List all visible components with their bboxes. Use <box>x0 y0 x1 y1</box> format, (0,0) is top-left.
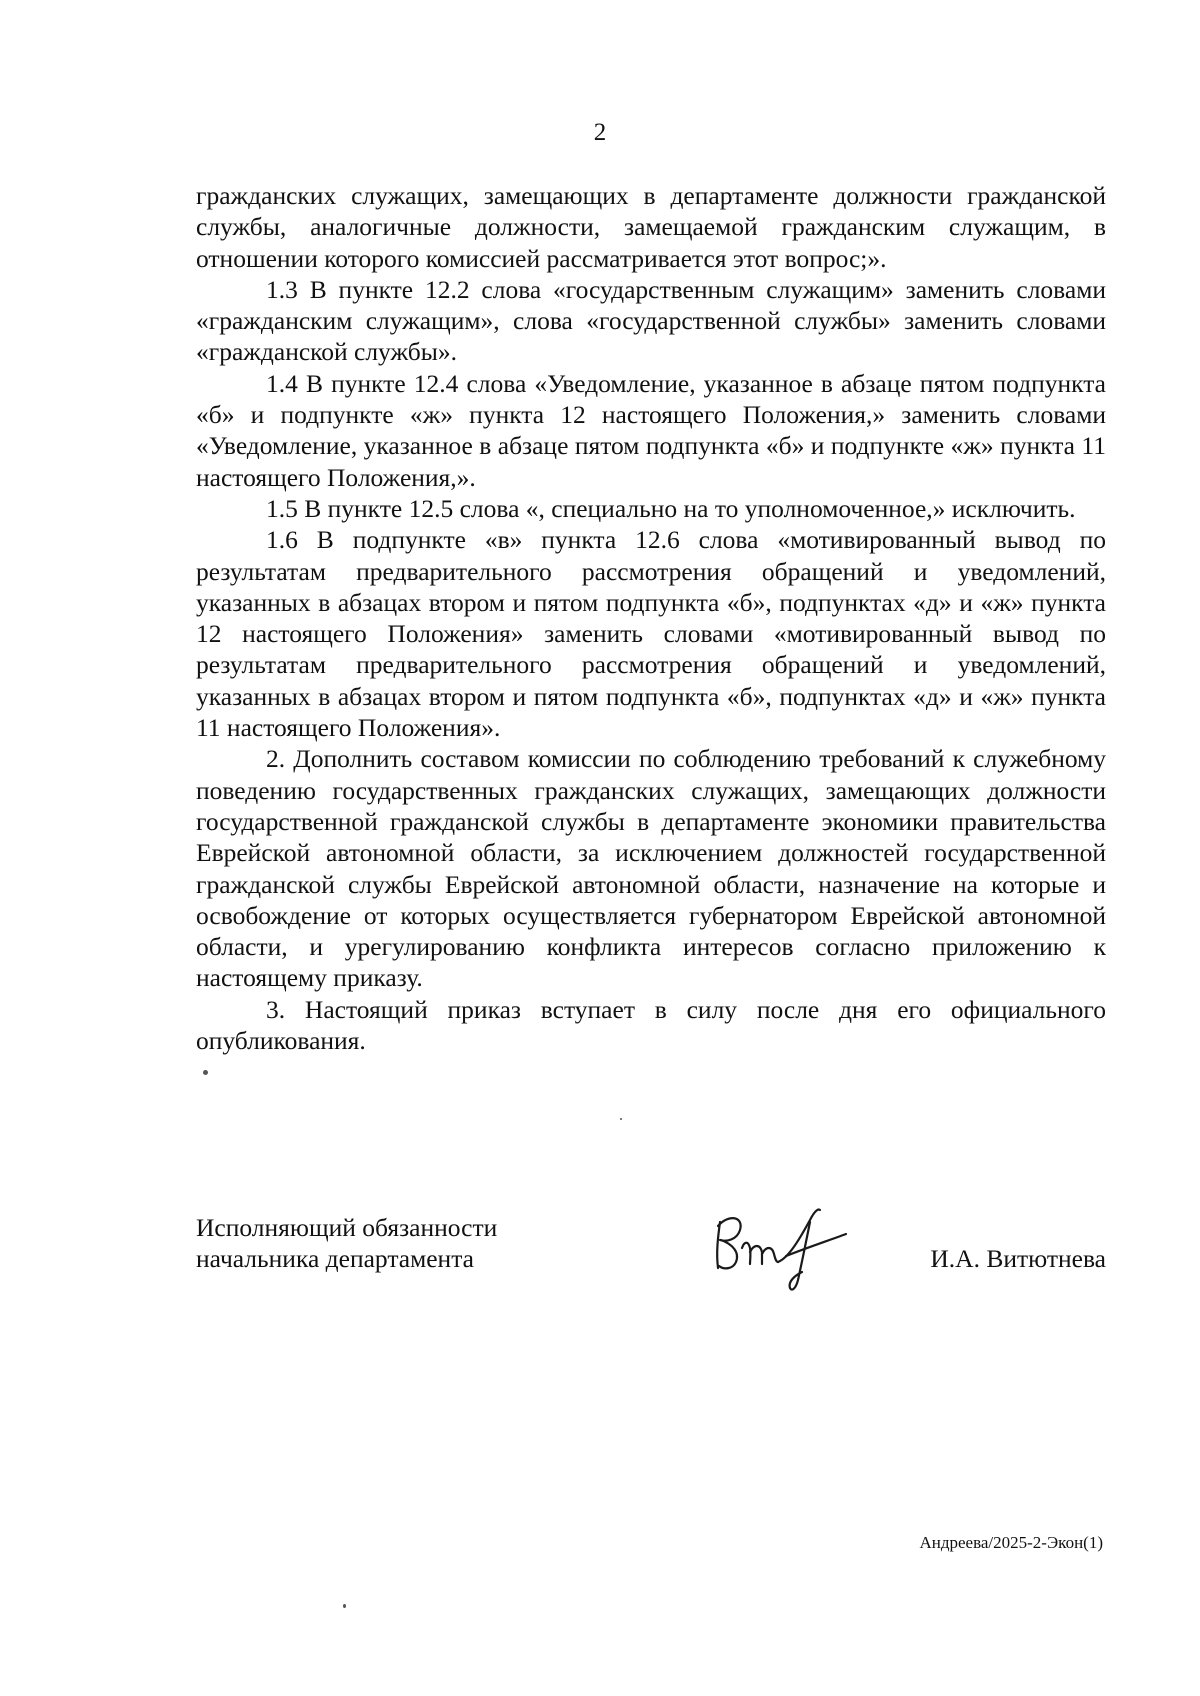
signatory-title-line-2: начальника департамента <box>196 1244 474 1273</box>
paragraph-1-3: 1.3 В пункте 12.2 слова «государственным служащим» заменить словами «гражданским служащим», слова «государственной службы» заменить словами «гражданской службы». <box>196 274 1106 367</box>
paragraph-2: 2. Дополнить составом комиссии по соблюдению требований к служебному поведению государственных гражданских служащих, замещающих должности государственной гражданской службы в департаменте экономики правительства Еврейской автономной области, за исключением должностей государственной гражданской службы Еврейской автономной области, назначение на которые и освобождение от которых осуществляется губернатором Еврейской автономной области, и урегулированию конфликта интересов согласно приложению к настоящему приказу. <box>196 744 1106 993</box>
scan-speck <box>343 1604 346 1608</box>
document-body <box>196 180 1106 1056</box>
signature-block <box>196 1212 1106 1322</box>
paragraph-1-5: 1.5 В пункте 12.5 слова «, специально на то уполномоченное,» исключить. <box>266 493 1076 523</box>
paragraph-3: 3. Настоящий приказ вступает в силу после дня его официального опубликования. <box>196 994 1106 1056</box>
paragraph-1-6: 1.6 В подпункте «в» пункта 12.6 слова «мотивированный вывод по результатам предварительного рассмотрения обращений и уведомлений, указанных в абзацах втором и пятом подпункта «б», подпунктах «д» и «ж» пункта 12 настоящего Положения» заменить словами «мотивированный вывод по результатам предварительного рассмотрения обращений и уведомлений, указанных в абзацах втором и пятом подпункта «б», подпунктах «д» и «ж» пункта 11 настоящего Положения». <box>196 525 1106 743</box>
paragraph-continuation: гражданских служащих, замещающих в департаменте должности гражданской службы, аналогичные должности, замещаемой гражданским служащим, в отношении которого комиссией рассматривается этот вопрос;». <box>196 181 1106 273</box>
scan-speck <box>203 1070 208 1075</box>
scan-speck <box>620 1118 622 1120</box>
paragraph-1-4: 1.4 В пункте 12.4 слова «Уведомление, указанное в абзаце пятом подпункта «б» и подпункте «ж» пункта 12 настоящего Положения,» заменить словами «Уведомление, указанное в абзаце пятом подпункта «б» и подпункте «ж» пункта 11 настоящего Положения,». <box>196 368 1106 492</box>
signatory-title <box>196 1212 616 1274</box>
handwritten-signature-icon <box>706 1192 856 1302</box>
signatory-name: И.А. Витютнева <box>930 1244 1106 1273</box>
footer-document-code: Андреева/2025-2-Экон(1) <box>919 1533 1103 1552</box>
page-number: 2 <box>593 119 607 146</box>
signatory-title-line-1: Исполняющий обязанности <box>196 1213 498 1242</box>
